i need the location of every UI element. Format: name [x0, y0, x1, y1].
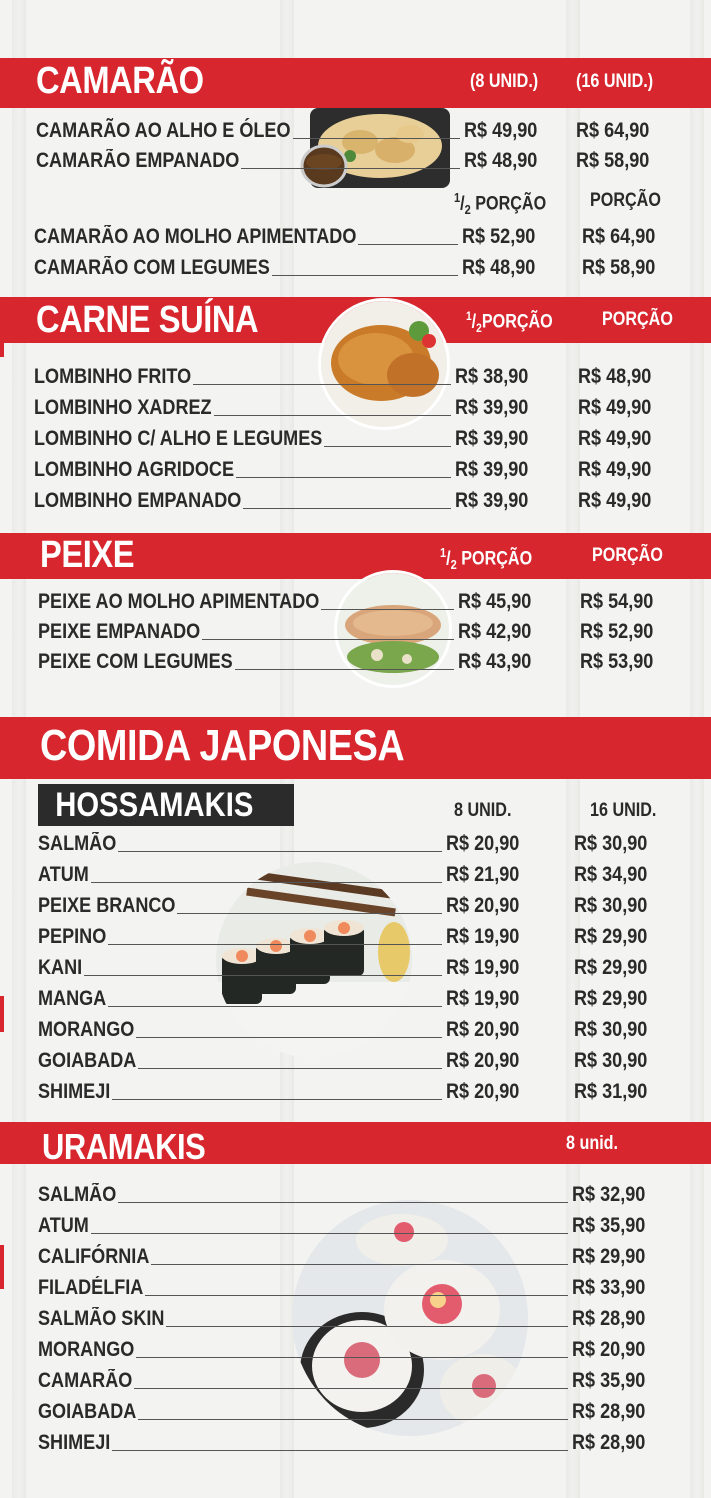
menu-item-row [0, 253, 711, 283]
menu-item-name: ATUM [38, 1214, 89, 1237]
price-large: R$ 49,90 [578, 458, 652, 481]
price-small: R$ 19,90 [446, 987, 520, 1010]
menu-item-row [0, 587, 711, 617]
price-small: R$ 28,90 [572, 1400, 646, 1423]
leader-line [91, 1233, 568, 1234]
menu-item-name: LOMBINHO C/ ALHO E LEGUMES [34, 427, 323, 450]
section-title: COMIDA JAPONESA [40, 721, 405, 770]
price-small: R$ 20,90 [446, 1049, 520, 1072]
column-header-16-unid: (16 UNID.) [576, 71, 654, 92]
price-large: R$ 48,90 [578, 365, 652, 388]
menu-item-name: PEIXE BRANCO [38, 894, 176, 917]
price-large: R$ 29,90 [574, 987, 648, 1010]
menu-item-row [0, 1046, 711, 1076]
menu-item-row [0, 1077, 711, 1107]
leader-line [193, 384, 451, 385]
menu-item-name: SHIMEJI [38, 1080, 111, 1103]
price-small: R$ 20,90 [446, 1080, 520, 1103]
menu-item-name: SALMÃO [38, 832, 117, 855]
leader-line [324, 446, 451, 447]
menu-item-name: SALMÃO [38, 1183, 117, 1206]
leader-line [136, 1037, 442, 1038]
hossamakis-label: HOSSAMAKIS [38, 784, 294, 826]
leader-line [177, 913, 442, 914]
menu-item-name: LOMBINHO AGRIDOCE [34, 458, 235, 481]
menu-item-row [0, 1428, 711, 1458]
leader-line [91, 882, 442, 883]
menu-item-name: MORANGO [38, 1338, 135, 1361]
menu-item-name: FILADÉLFIA [38, 1276, 144, 1299]
leader-line [145, 1295, 568, 1296]
leader-line [166, 1326, 568, 1327]
price-large: R$ 29,90 [574, 956, 648, 979]
price-large: R$ 29,90 [574, 925, 648, 948]
menu-item-row [0, 222, 711, 252]
price-small: R$ 39,90 [455, 489, 529, 512]
menu-item-name: GOIABADA [38, 1400, 137, 1423]
menu-item-row [0, 362, 711, 392]
menu-item-name: ATUM [38, 863, 89, 886]
uramakis-header-bar [0, 1122, 711, 1167]
menu-item-name: CAMARÃO COM LEGUMES [34, 256, 270, 279]
menu-item-name: KANI [38, 956, 83, 979]
price-small: R$ 32,90 [572, 1183, 646, 1206]
leader-line [118, 851, 442, 852]
menu-item-name: LOMBINHO XADREZ [34, 396, 212, 419]
section-title: URAMAKIS [42, 1126, 206, 1167]
price-small: R$ 48,90 [462, 256, 536, 279]
leader-line [235, 669, 454, 670]
menu-item-row [0, 891, 711, 921]
price-large: R$ 30,90 [574, 832, 648, 855]
price-small: R$ 20,90 [446, 832, 520, 855]
side-accent [0, 335, 4, 357]
leader-line [214, 415, 451, 416]
side-accent [0, 996, 4, 1032]
half-portion-header: $^1/_2PORÇÃO$ [466, 309, 553, 336]
column-header-8-unid: 8 UNID. [454, 800, 512, 821]
column-header-8-unid: 8 unid. [566, 1133, 619, 1154]
leader-line [151, 1264, 568, 1265]
menu-item-row [0, 1397, 711, 1427]
menu-item-name: LOMBINHO FRITO [34, 365, 192, 388]
leader-line [138, 1419, 568, 1420]
price-large: R$ 54,90 [580, 590, 654, 613]
menu-item-name: CAMARÃO AO MOLHO APIMENTADO [34, 225, 357, 248]
menu-item-name: GOIABADA [38, 1049, 137, 1072]
price-large: R$ 52,90 [580, 620, 654, 643]
menu-item-row [0, 829, 711, 859]
price-large: R$ 30,90 [574, 894, 648, 917]
leader-line [84, 975, 442, 976]
full-portion-header: PORÇÃO [592, 545, 663, 566]
menu-item-row [0, 1366, 711, 1396]
price-small: R$ 29,90 [572, 1245, 646, 1268]
leader-line [358, 244, 458, 245]
menu-item-row [0, 922, 711, 952]
section-title: CAMARÃO [36, 60, 204, 102]
section-title: PEIXE [40, 534, 135, 576]
menu-item-row [0, 455, 711, 485]
price-small: R$ 49,90 [464, 119, 538, 142]
price-small: R$ 20,90 [446, 1018, 520, 1041]
leader-line [241, 168, 460, 169]
menu-item-row [0, 424, 711, 454]
menu-item-name: SALMÃO SKIN [38, 1307, 165, 1330]
price-small: R$ 52,90 [462, 225, 536, 248]
menu-item-name: CAMARÃO [38, 1369, 133, 1392]
full-portion-header: PORÇÃO [590, 190, 661, 211]
menu-item-row [0, 1242, 711, 1272]
menu-item-name: MANGA [38, 987, 107, 1010]
leader-line [236, 477, 451, 478]
leader-line [108, 1006, 442, 1007]
column-header-8-unid: (8 UNID.) [470, 71, 539, 92]
price-small: R$ 28,90 [572, 1431, 646, 1454]
peixe-header-bar [0, 533, 711, 579]
menu-item-row [0, 1180, 711, 1210]
menu-item-row [0, 1304, 711, 1334]
price-large: R$ 49,90 [578, 396, 652, 419]
menu-item-row [0, 1273, 711, 1303]
price-small: R$ 35,90 [572, 1369, 646, 1392]
price-small: R$ 19,90 [446, 925, 520, 948]
leader-line [112, 1450, 568, 1451]
price-large: R$ 34,90 [574, 863, 648, 886]
price-small: R$ 39,90 [455, 427, 529, 450]
column-header-16-unid: 16 UNID. [590, 800, 657, 821]
menu-item-name: CAMARÃO AO ALHO E ÓLEO [36, 119, 291, 142]
menu-item-name: PEIXE COM LEGUMES [38, 650, 233, 673]
price-small: R$ 39,90 [455, 396, 529, 419]
leader-line [136, 1357, 568, 1358]
price-large: R$ 58,90 [576, 149, 650, 172]
menu-item-name: SHIMEJI [38, 1431, 111, 1454]
menu-item-row [0, 116, 711, 146]
half-portion-header: $^1/_2$ PORÇÃO [440, 545, 533, 573]
price-large: R$ 64,90 [576, 119, 650, 142]
price-small: R$ 43,90 [458, 650, 532, 673]
price-large: R$ 53,90 [580, 650, 654, 673]
price-small: R$ 48,90 [464, 149, 538, 172]
menu-item-name: CALIFÓRNIA [38, 1245, 150, 1268]
menu-item-name: CAMARÃO EMPANADO [36, 149, 240, 172]
price-small: R$ 28,90 [572, 1307, 646, 1330]
leader-line [108, 944, 442, 945]
leader-line [293, 138, 460, 139]
price-large: R$ 30,90 [574, 1018, 648, 1041]
price-small: R$ 42,90 [458, 620, 532, 643]
menu-item-name: LOMBINHO EMPANADO [34, 489, 242, 512]
price-large: R$ 30,90 [574, 1049, 648, 1072]
price-large: R$ 64,90 [582, 225, 656, 248]
price-large: R$ 58,90 [582, 256, 656, 279]
leader-line [202, 639, 454, 640]
menu-item-row [0, 984, 711, 1014]
menu-item-row [0, 617, 711, 647]
leader-line [272, 275, 458, 276]
leader-line [134, 1388, 568, 1389]
menu-item-name: MORANGO [38, 1018, 135, 1041]
side-accent [0, 1245, 4, 1289]
menu-item-row [0, 1335, 711, 1365]
price-large: R$ 49,90 [578, 489, 652, 512]
price-small: R$ 45,90 [458, 590, 532, 613]
leader-line [118, 1202, 568, 1203]
menu-item-row [0, 953, 711, 983]
menu-item-row [0, 1015, 711, 1045]
menu-item-row [0, 647, 711, 677]
price-small: R$ 33,90 [572, 1276, 646, 1299]
comida-japonesa-header-bar [0, 717, 711, 779]
leader-line [321, 609, 454, 610]
leader-line [138, 1068, 442, 1069]
menu-item-row [0, 393, 711, 423]
price-small: R$ 35,90 [572, 1214, 646, 1237]
camarao-header-bar [0, 58, 711, 108]
price-small: R$ 39,90 [455, 458, 529, 481]
menu-item-row [0, 1211, 711, 1241]
menu-item-name: PEIXE EMPANADO [38, 620, 201, 643]
menu-item-row [0, 486, 711, 516]
half-portion-header: $^1/_2$ PORÇÃO [454, 190, 547, 218]
price-small: R$ 20,90 [572, 1338, 646, 1361]
menu-item-name: PEIXE AO MOLHO APIMENTADO [38, 590, 320, 613]
price-small: R$ 21,90 [446, 863, 520, 886]
menu-item-row [0, 146, 711, 176]
price-large: R$ 31,90 [574, 1080, 648, 1103]
leader-line [243, 508, 451, 509]
price-small: R$ 19,90 [446, 956, 520, 979]
section-title: CARNE SUÍNA [36, 299, 259, 341]
leader-line [112, 1099, 442, 1100]
menu-item-name: PEPINO [38, 925, 107, 948]
menu-item-row [0, 860, 711, 890]
price-large: R$ 49,90 [578, 427, 652, 450]
price-small: R$ 20,90 [446, 894, 520, 917]
price-small: R$ 38,90 [455, 365, 529, 388]
full-portion-header: PORÇÃO [602, 309, 673, 330]
